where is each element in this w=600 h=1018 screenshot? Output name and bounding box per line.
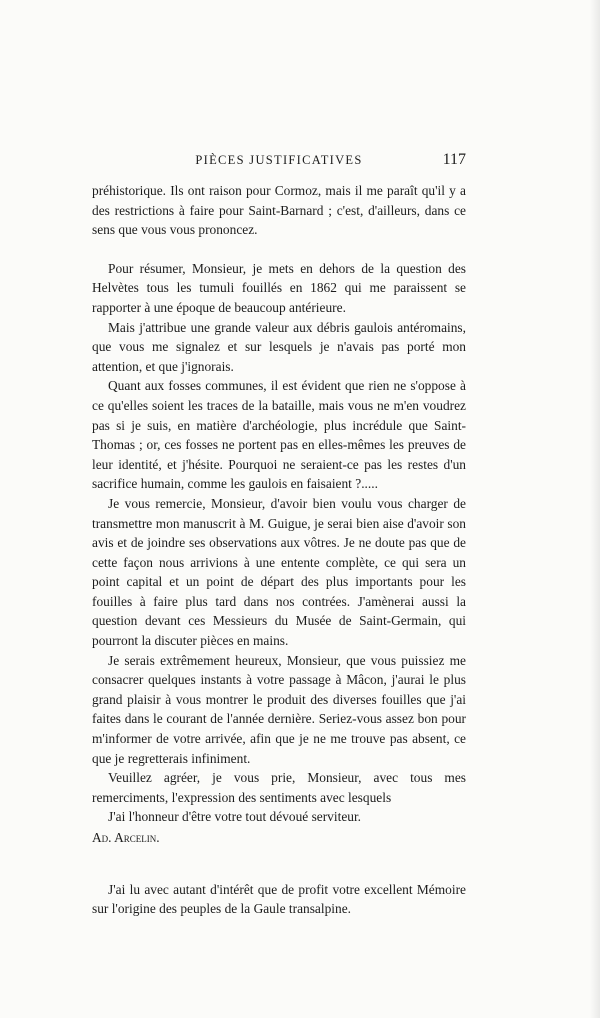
- paragraph-greetings: Veuillez agréer, je vous prie, Monsieur, avec tous mes remerciments, l'expression des sentiments avec lesquels: [92, 770, 466, 805]
- paragraph-manuscript: Je vous remercie, Monsieur, d'avoir bien voulu vous charger de transmettre mon manuscrit à M. Guigue, je serai bien aise d'avoir son avis et de joindre ses observations aux vôtres. Je ne doute pas que de cette façon nous arrivions à une entente complète, ce qui sera un point capital et un point de départ des plus importants pour les fouilles à faire plus tard dans nos contrées. J'amènerai aussi la question devant ces Messieurs du Musée de Saint-Germain, qui pourront la discuter pièces en mains.: [92, 495, 466, 649]
- paragraph-resume: Pour résumer, Monsieur, je mets en dehors de la question des Helvètes tous les tumuli fouillés en 1862 qui me paraissent se rapporter à une époque de beaucoup antérieure.: [92, 260, 466, 315]
- paragraph-visit-macon: Je serais extrêmement heureux, Monsieur, que vous puissiez me consacrer quelques instants à votre passage à Mâcon, j'aurai le plus grand plaisir à vous montrer le produit des diverses fouilles que j'ai faites dans le courant de l'année dernière. Seriez-vous assez bon pour m'informer de votre arrivée, afin que je ne me trouve pas absent, ce que je regretterais infiniment.: [92, 652, 466, 766]
- closing-note: J'ai lu avec autant d'intérêt que de profit votre excellent Mémoire sur l'origine des peuples de la Gaule transalpine.: [92, 881, 466, 917]
- letter-body: [92, 181, 466, 919]
- signature: Ad. Arcelin.: [92, 830, 160, 845]
- running-title: PIÈCES JUSTIFICATIVES: [195, 153, 363, 167]
- page-edge-shadow: [590, 0, 600, 1018]
- paragraph-continuation: préhistorique. Ils ont raison pour Cormoz, mais il me paraît qu'il y a des restrictions à faire pour Saint-Barnard ; c'est, d'ailleurs, dans ce sens que vous vous prononcez.: [92, 183, 466, 238]
- section-gap: [92, 848, 466, 880]
- page-number: 117: [442, 151, 466, 168]
- page-header: [92, 151, 466, 171]
- paragraph-honour: J'ai l'honneur d'être votre tout dévoué serviteur.: [108, 809, 362, 825]
- paragraph-gaulish-remains: Mais j'attribue une grande valeur aux débris gaulois antéromains, que vous me signalez et sur lesquels je n'avais pas porté mon attention, et que j'ignorais.: [92, 319, 466, 374]
- paragraph-common-graves: Quant aux fosses communes, il est évident que rien ne s'oppose à ce qu'elles soient les traces de la bataille, mais vous ne m'en voudrez pas si je suis, en matière d'archéologie, plus incrédule que Saint-Thomas ; or, ces fosses ne portent pas en elles-mêmes les preuves de leur identité, et j'hésite. Pourquoi ne seraient-ce pas les restes d'un sacrifice humain, comme les gaulois en faisaient ?.....: [92, 378, 466, 492]
- paragraph-gap: [92, 240, 466, 259]
